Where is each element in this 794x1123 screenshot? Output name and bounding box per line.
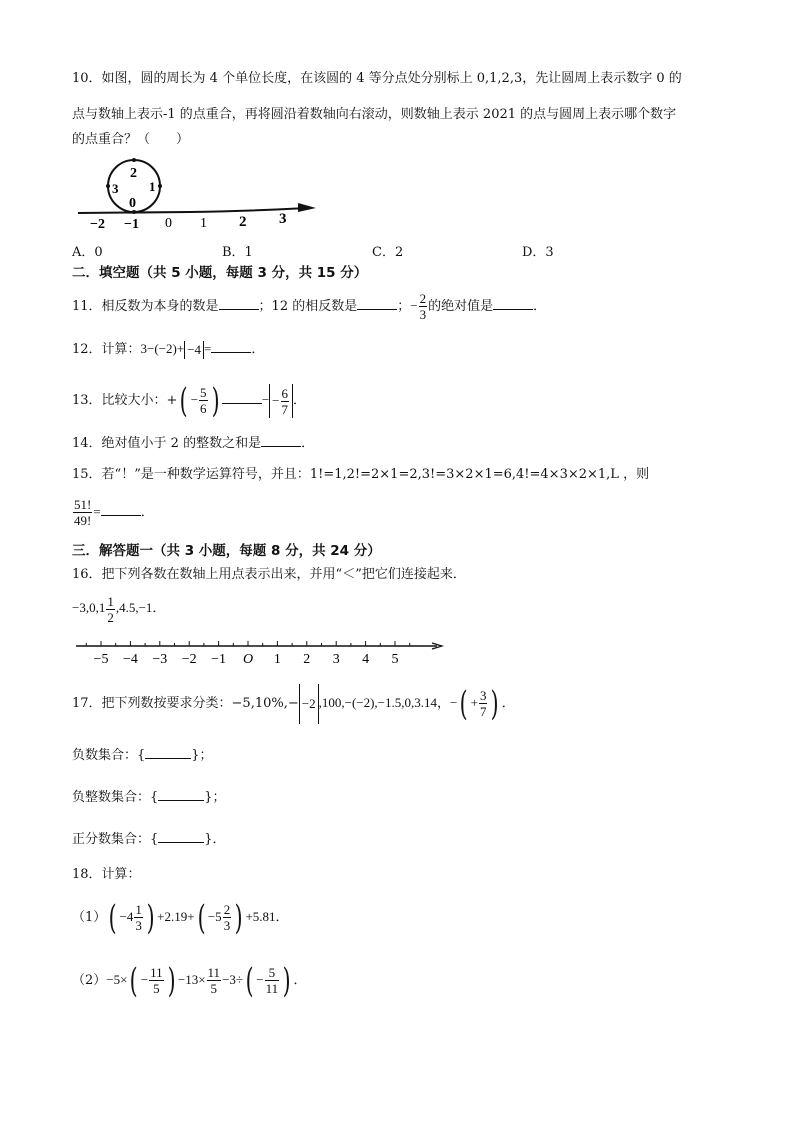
circle-label-0: 0	[129, 196, 136, 211]
q18-p1-lparen-a: (	[108, 897, 117, 938]
section-3-title: 三．解答题一（共 3 小题，每题 8 分，共 24 分）	[72, 543, 381, 559]
axis-label-neg2: −2	[90, 217, 105, 232]
q16-fraction	[106, 594, 115, 625]
q18-p2-n1: 11	[150, 965, 163, 980]
q18-p1-b-den: 3	[223, 918, 231, 933]
q18-p2-lparen-2: (	[245, 960, 254, 1001]
q18-title: 18．计算：	[72, 867, 141, 882]
circle-label-2: 2	[130, 166, 137, 181]
q18-part-2	[72, 958, 306, 1003]
q18-p1-mid: +2.19+	[157, 909, 195, 924]
axis-label-neg1: −1	[124, 217, 139, 232]
q18-p2-d2: 5	[210, 981, 218, 996]
q13-num2: 6	[281, 386, 288, 402]
q16-axis-label: 4	[362, 652, 370, 667]
q15-num: 51!	[74, 497, 92, 512]
q18-p2-lparen-1: (	[130, 960, 139, 1001]
q17-set-neg-int-close: }；	[204, 790, 226, 805]
q11-part3: ；	[397, 299, 411, 314]
q13-neg1: −	[190, 392, 199, 407]
q13-num1: 5	[200, 385, 207, 400]
q17-set-negative-close: }；	[191, 748, 213, 763]
q16-num: 1	[107, 593, 114, 609]
q13-fraction-1	[199, 385, 208, 416]
q13-end: ．	[293, 393, 307, 408]
q18-p2-mid2: −3÷	[222, 972, 244, 987]
q18-p2-mid: −13×	[177, 972, 206, 987]
q18-p1-lparen-b: (	[197, 897, 206, 938]
q11-part2: ；12 的相反数是	[258, 299, 358, 314]
q14-blank[interactable]	[261, 434, 301, 447]
q18-p2-frac-3	[265, 965, 280, 996]
q16-axis-label: −4	[122, 652, 138, 667]
axis-label-0: 0	[165, 216, 172, 231]
q12-blank[interactable]	[211, 340, 251, 353]
axis-label-3: 3	[279, 211, 287, 227]
q13-fraction-2	[281, 386, 290, 417]
q16-axis-label: −3	[152, 652, 168, 667]
q17-lparen: (	[460, 683, 468, 724]
q14-text: 14．绝对值小于 2 的整数之和是	[72, 436, 262, 451]
q16-axis-label: −5	[93, 652, 109, 667]
q16-number-line[interactable]	[72, 636, 452, 668]
q18-p1-b-whole: −5	[207, 909, 222, 924]
q11-neg: −	[410, 298, 418, 313]
q18-p2-frac-2	[207, 965, 222, 996]
q16-axis-label: 1	[273, 652, 281, 667]
q14-end: ．	[301, 436, 315, 451]
q18-p2-d3: 11	[265, 981, 279, 996]
q15-eq: =	[93, 504, 101, 519]
q15-line-1: 15．若“！”是一种数学运算符号，并且：1!=1,2!=2×1=2,3!=3×2×1=6,4!=4×3×2×1,L ，则	[72, 467, 650, 482]
q13-den1: 6	[200, 401, 207, 416]
q18-p1-rparen-b: )	[234, 897, 243, 938]
q16-axis-label: 3	[332, 652, 340, 667]
circle-label-3: 3	[112, 181, 119, 196]
q17-set-neg-int-blank[interactable]	[158, 788, 204, 801]
q17-prefix: 17．把下列数按要求分类：−5,10%,−	[72, 696, 299, 711]
q10-option-a[interactable]: A．0	[72, 245, 103, 260]
axis-label-2: 2	[239, 214, 247, 230]
q16-nums-a: −3,0,1	[72, 600, 106, 615]
q13-prefix: 13．比较大小：+	[72, 393, 178, 408]
q17-den: 7	[479, 704, 487, 719]
q17-set-pos-frac	[72, 830, 226, 849]
q18-p1-a-whole: −4	[119, 909, 134, 924]
q16-labels	[94, 652, 399, 667]
q10-option-b[interactable]: B．1	[222, 245, 253, 260]
q18-p2-neg2: −	[256, 972, 264, 987]
q18-p1-label: （1）	[72, 910, 107, 925]
q13-rparen: )	[211, 380, 220, 421]
q17-line	[72, 683, 515, 724]
q11-line	[72, 288, 546, 325]
q12-abs: −4	[184, 341, 204, 359]
q18-p1-a-num: 1	[135, 902, 142, 917]
q10-arrowhead	[298, 203, 316, 212]
q17-set-negative	[72, 746, 213, 765]
q18-p1-rparen-a: )	[146, 897, 155, 938]
q11-end: ．	[533, 299, 547, 314]
q17-set-pos-frac-close: }．	[204, 832, 226, 847]
q18-p1-b-num: 2	[223, 902, 231, 917]
section-2-title: 二．填空题（共 5 小题，每题 3 分，共 15 分）	[72, 265, 368, 281]
q18-p2-n2: 11	[207, 965, 221, 980]
q18-p2-n3: 5	[265, 965, 280, 981]
q10-line-2: 点与数轴上表示-1 的点重合，再将圆沿着数轴向右滚动，则数轴上表示 2021 的点与圆周上表示哪个数字	[72, 107, 677, 122]
circle-label-1: 1	[149, 179, 156, 194]
q18-part-1	[72, 895, 289, 940]
q11-blank-1[interactable]	[219, 297, 259, 310]
q16-line-2	[72, 588, 165, 628]
q17-set-negative-label: 负数集合：{	[72, 748, 146, 763]
q17-mid: ,100,−(−2),−1.5,0,3.14，−	[318, 695, 458, 710]
q13-den2: 7	[281, 402, 288, 418]
q13-abs: − $\frac{6}{7}$	[269, 384, 293, 418]
q17-fraction	[479, 688, 488, 719]
q17-set-pos-frac-blank[interactable]	[158, 830, 204, 843]
q18-p2-d1: 5	[153, 981, 160, 996]
q16-line-1: 16．把下列各数在数轴上用点表示出来，并用“＜”把它们连接起来．	[72, 567, 466, 582]
q17-set-neg-int	[72, 788, 226, 807]
q17-set-pos-frac-label: 正分数集合：{	[72, 832, 159, 847]
q14-line	[72, 434, 314, 453]
q16-axis-label: 2	[303, 652, 311, 667]
q10-number-line	[78, 208, 307, 213]
q15-blank[interactable]	[101, 503, 141, 516]
q15-den: 49!	[74, 513, 92, 528]
q17-abs: −2	[299, 684, 319, 724]
q11-den: 3	[419, 307, 427, 322]
q12-eq: =	[204, 341, 212, 356]
q16-axis-label: 5	[391, 652, 399, 667]
q10-option-d[interactable]: D．3	[522, 245, 554, 260]
q10-figure	[72, 155, 322, 235]
q13-blank[interactable]	[222, 391, 262, 404]
q18-p2-neg1: −	[140, 972, 149, 987]
q12-expr: 3−(−2)+	[140, 341, 185, 356]
q17-plus: +	[470, 695, 478, 710]
q18-p1-b-frac	[223, 902, 232, 933]
q11-num: 2	[419, 291, 427, 306]
q11-blank-3[interactable]	[493, 297, 533, 310]
q11-part1: 11．相反数为本身的数是	[72, 299, 219, 314]
q18-p2-rparen-2: )	[282, 960, 291, 1001]
q17-num: 3	[479, 688, 487, 703]
q10-line-1: 10．如图，圆的周长为 4 个单位长度，在该圆的 4 等分点处分别标上 0,1,2,3，先让圆周上表示数字 0 的	[72, 71, 682, 86]
q16-axis-label: O	[242, 652, 254, 667]
q12-end: ．	[251, 342, 265, 357]
q12-prefix: 12．计算：	[72, 342, 141, 357]
q18-p1-end: +5.81．	[245, 909, 289, 924]
q15-end: ．	[140, 505, 154, 520]
q17-end: ．	[501, 696, 515, 711]
q15-line-2	[72, 492, 154, 533]
q16-axis-label: −1	[211, 652, 227, 667]
q16-den: 2	[107, 609, 114, 625]
q18-p1-a-frac	[134, 902, 143, 933]
q11-fraction	[419, 291, 428, 322]
q13-neg: −	[261, 392, 270, 407]
q11-blank-2[interactable]	[357, 297, 397, 310]
q16-axis-label: −2	[181, 652, 197, 667]
q18-p2-end: ．	[293, 972, 307, 987]
q13-line	[72, 380, 306, 421]
q10-line-3: 的点重合？（ ）	[72, 132, 190, 147]
q18-p1-a-den: 3	[135, 918, 142, 933]
q13-lparen: (	[180, 380, 189, 421]
q17-set-neg-int-label: 负整数集合：{	[72, 790, 159, 805]
q18-p2-a: −5×	[106, 972, 128, 987]
axis-label-1: 1	[200, 216, 207, 231]
q18-p2-label: （2）	[72, 973, 107, 988]
q17-rparen: )	[491, 683, 500, 724]
q18-p2-frac-1	[149, 965, 164, 996]
q18-p2-rparen-1: )	[167, 960, 176, 1001]
q11-part4: 的绝对值是	[428, 299, 494, 314]
q16-nums-b: ,4.5,−1．	[115, 600, 166, 615]
q15-fraction	[73, 497, 92, 528]
q12-line	[72, 340, 264, 359]
q10-option-c[interactable]: C．2	[372, 245, 404, 260]
q17-set-negative-blank[interactable]	[145, 746, 191, 759]
